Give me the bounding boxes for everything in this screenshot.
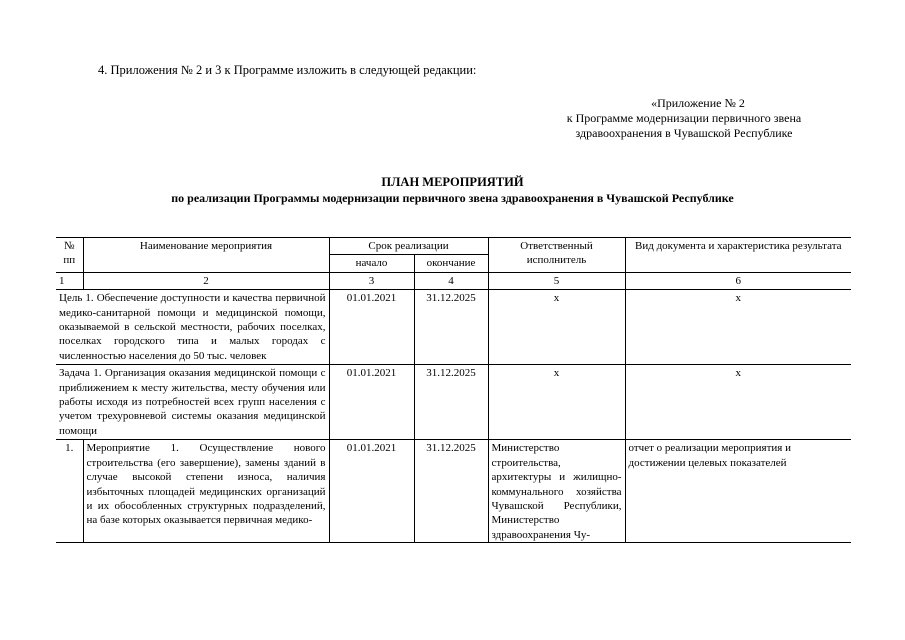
table-header-row [56, 238, 851, 255]
goal-start: 01.01.2021 [329, 290, 414, 365]
activity-start: 01.01.2021 [329, 440, 414, 543]
activity-responsible-text: Министерство строительства, архитектуры и жилищно-коммунального хозяйства Чувашской Республики, Министерство здравоохранения Чу- [491, 442, 622, 541]
col-number-2: 2 [83, 272, 329, 289]
intro-paragraph: 4. Приложения № 2 и 3 к Программе изложить в следующей редакции: [98, 63, 477, 77]
activity-responsible [488, 440, 625, 543]
task-responsible: x [488, 365, 625, 440]
activity-name-text: Мероприятие 1. Осуществление нового строительства (его завершение), замены зданий в случае высокой степени износа, наличия избыточных площадей медицинских организаций и их обособленных структурных подразделений, на базе которых оказывается первичная медико- [86, 442, 326, 527]
appendix-line-3: здравоохранения в Чувашской Республике [575, 126, 793, 140]
goal-responsible: x [488, 290, 625, 365]
col-number-6: 6 [625, 272, 851, 289]
header-start: начало [329, 255, 414, 272]
col-number-4: 4 [414, 272, 488, 289]
task-name: Задача 1. Организация оказания медицинской помощи с приближением к месту жительства, месту обучения или работы исходя из потребностей всех групп населения с учетом трехуровневой системы оказания медицинской помощи [56, 365, 329, 440]
task-start: 01.01.2021 [329, 365, 414, 440]
plan-subtitle: по реализации Программы модернизации первичного звена здравоохранения в Чувашской Республике [171, 191, 734, 205]
task-end: 31.12.2025 [414, 365, 488, 440]
header-num: № пп [56, 238, 83, 273]
goal-end: 31.12.2025 [414, 290, 488, 365]
table-row-task [56, 365, 851, 440]
col-number-3: 3 [329, 272, 414, 289]
table-row-goal [56, 290, 851, 365]
header-name: Наименование мероприятия [83, 238, 329, 273]
table-row-activity [56, 440, 851, 543]
goal-name: Цель 1. Обеспечение доступности и качества первичной медико-санитарной помощи и медицинской помощи, оказываемой в сельской местности, рабочих поселках, поселках городского типа и малых городах с численностью населения до 50 тыс. человек [56, 290, 329, 365]
col-number-5: 5 [488, 272, 625, 289]
activity-num: 1. [56, 440, 83, 543]
task-doc: x [625, 365, 851, 440]
header-period: Срок реализации [329, 238, 488, 255]
plan-title: ПЛАН МЕРОПРИЯТИЙ [381, 175, 524, 189]
appendix-line-1: «Приложение № 2 [651, 96, 745, 110]
header-responsible: Ответственный исполнитель [488, 238, 625, 273]
activity-name [83, 440, 329, 543]
col-number-1: 1 [56, 272, 83, 289]
appendix-header [534, 96, 834, 141]
appendix-line-2: к Программе модернизации первичного звена [566, 111, 802, 125]
goal-doc: x [625, 290, 851, 365]
header-end: окончание [414, 255, 488, 272]
activity-end: 31.12.2025 [414, 440, 488, 543]
column-numbers-row [56, 272, 851, 289]
activity-doc: отчет о реализации мероприятия и достижении целевых показателей [625, 440, 851, 543]
activities-table [56, 237, 851, 543]
header-doc: Вид документа и характеристика результата [625, 238, 851, 273]
